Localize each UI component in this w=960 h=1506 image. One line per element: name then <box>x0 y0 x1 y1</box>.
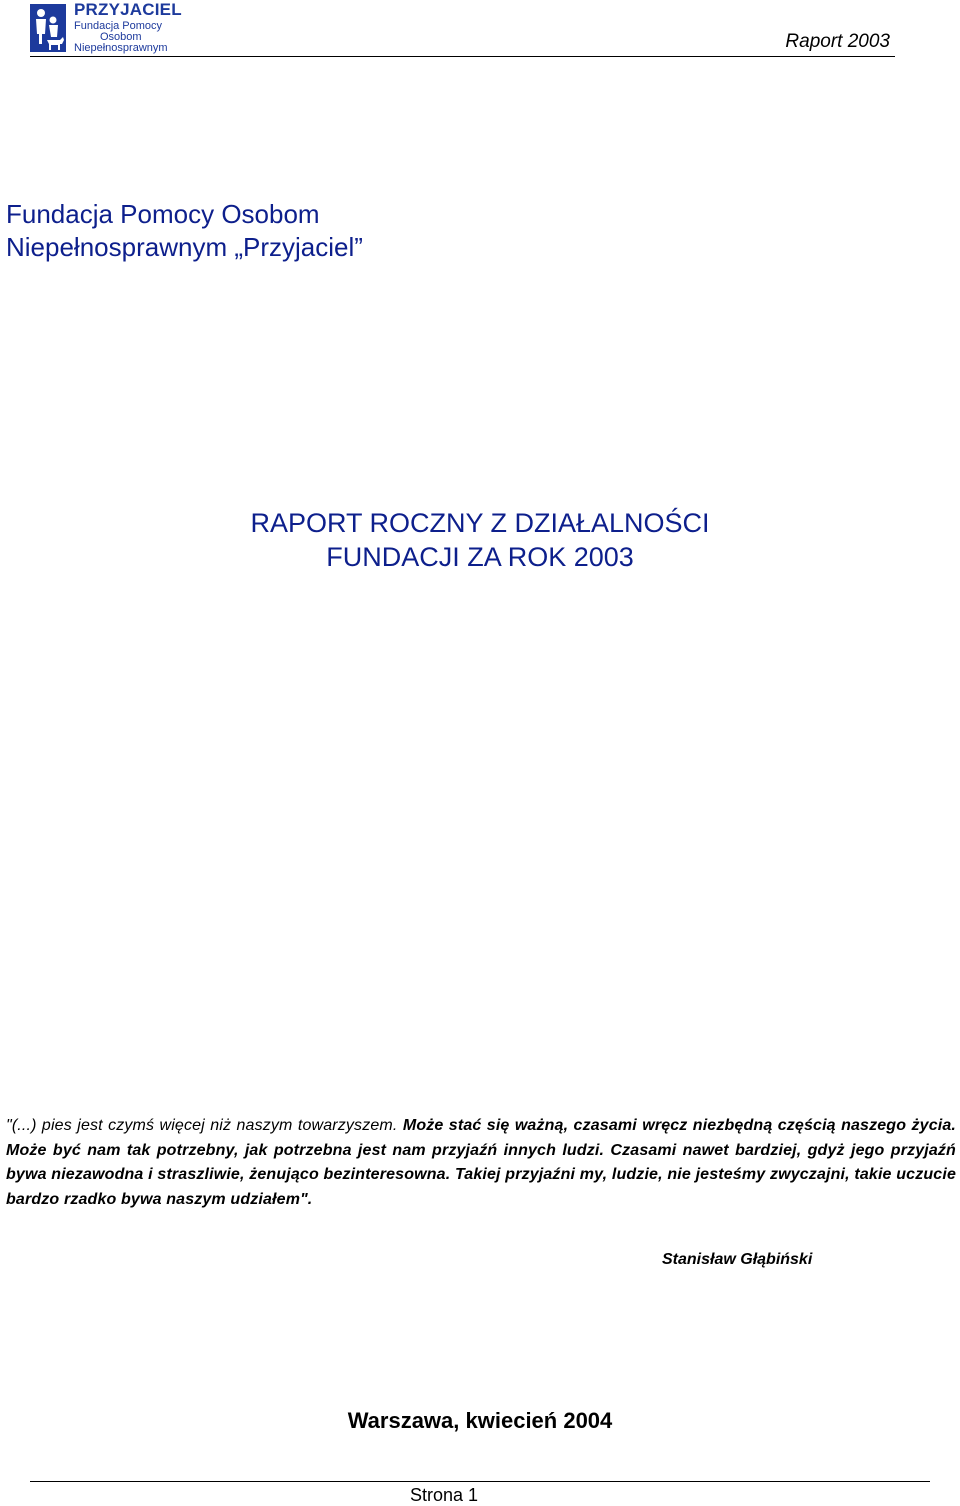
place-date: Warszawa, kwiecień 2004 <box>347 1408 613 1433</box>
people-with-dog-icon <box>30 4 66 52</box>
report-title-line-1: RAPORT ROCZNY Z DZIAŁALNOŚCI <box>250 508 710 538</box>
header-report-label: Raport 2003 <box>785 31 890 52</box>
header-divider <box>30 56 895 57</box>
organization-name-line-2: Niepełnosprawnym „Przyjaciel” <box>6 232 363 262</box>
page-number: Strona 1 <box>410 1485 479 1505</box>
foundation-logo <box>30 2 190 54</box>
report-title-line-2: FUNDACJI ZA ROK 2003 <box>326 542 634 572</box>
quote-block <box>6 1114 956 1212</box>
quote-opening: "(...) pies jest czymś więcej niż naszym towarzyszem. <box>6 1117 398 1134</box>
footer-divider <box>30 1481 930 1482</box>
organization-name-line-1: Fundacja Pomocy Osobom <box>6 199 320 229</box>
organization-name <box>6 198 363 264</box>
logo-line-2: Osobom <box>100 31 142 43</box>
logo-title: PRZYJACIEL <box>74 0 182 19</box>
report-title <box>0 506 960 574</box>
quote-author: Stanisław Głąbiński <box>662 1251 813 1268</box>
logo-line-1: Fundacja Pomocy <box>74 20 163 32</box>
quote-paragraph <box>6 1114 956 1212</box>
quote-body: Może stać się ważną, czasami wręcz niezbędną częścią naszego życia. Może być nam tak potrzebny, jak potrzebna jest nam przyjaźń innych ludzi. Czasami nawet bardziej, gdyż jego przyjaźń bywa niezawodna i straszliwie, żenująco bezinteresowna. Takiej przyjaźni my, ludzie, nie jesteśmy zwyczajni, takie uczucie bardzo rzadko bywa naszym udziałem". <box>6 1117 956 1208</box>
logo-line-3: Niepełnosprawnym <box>74 42 168 54</box>
